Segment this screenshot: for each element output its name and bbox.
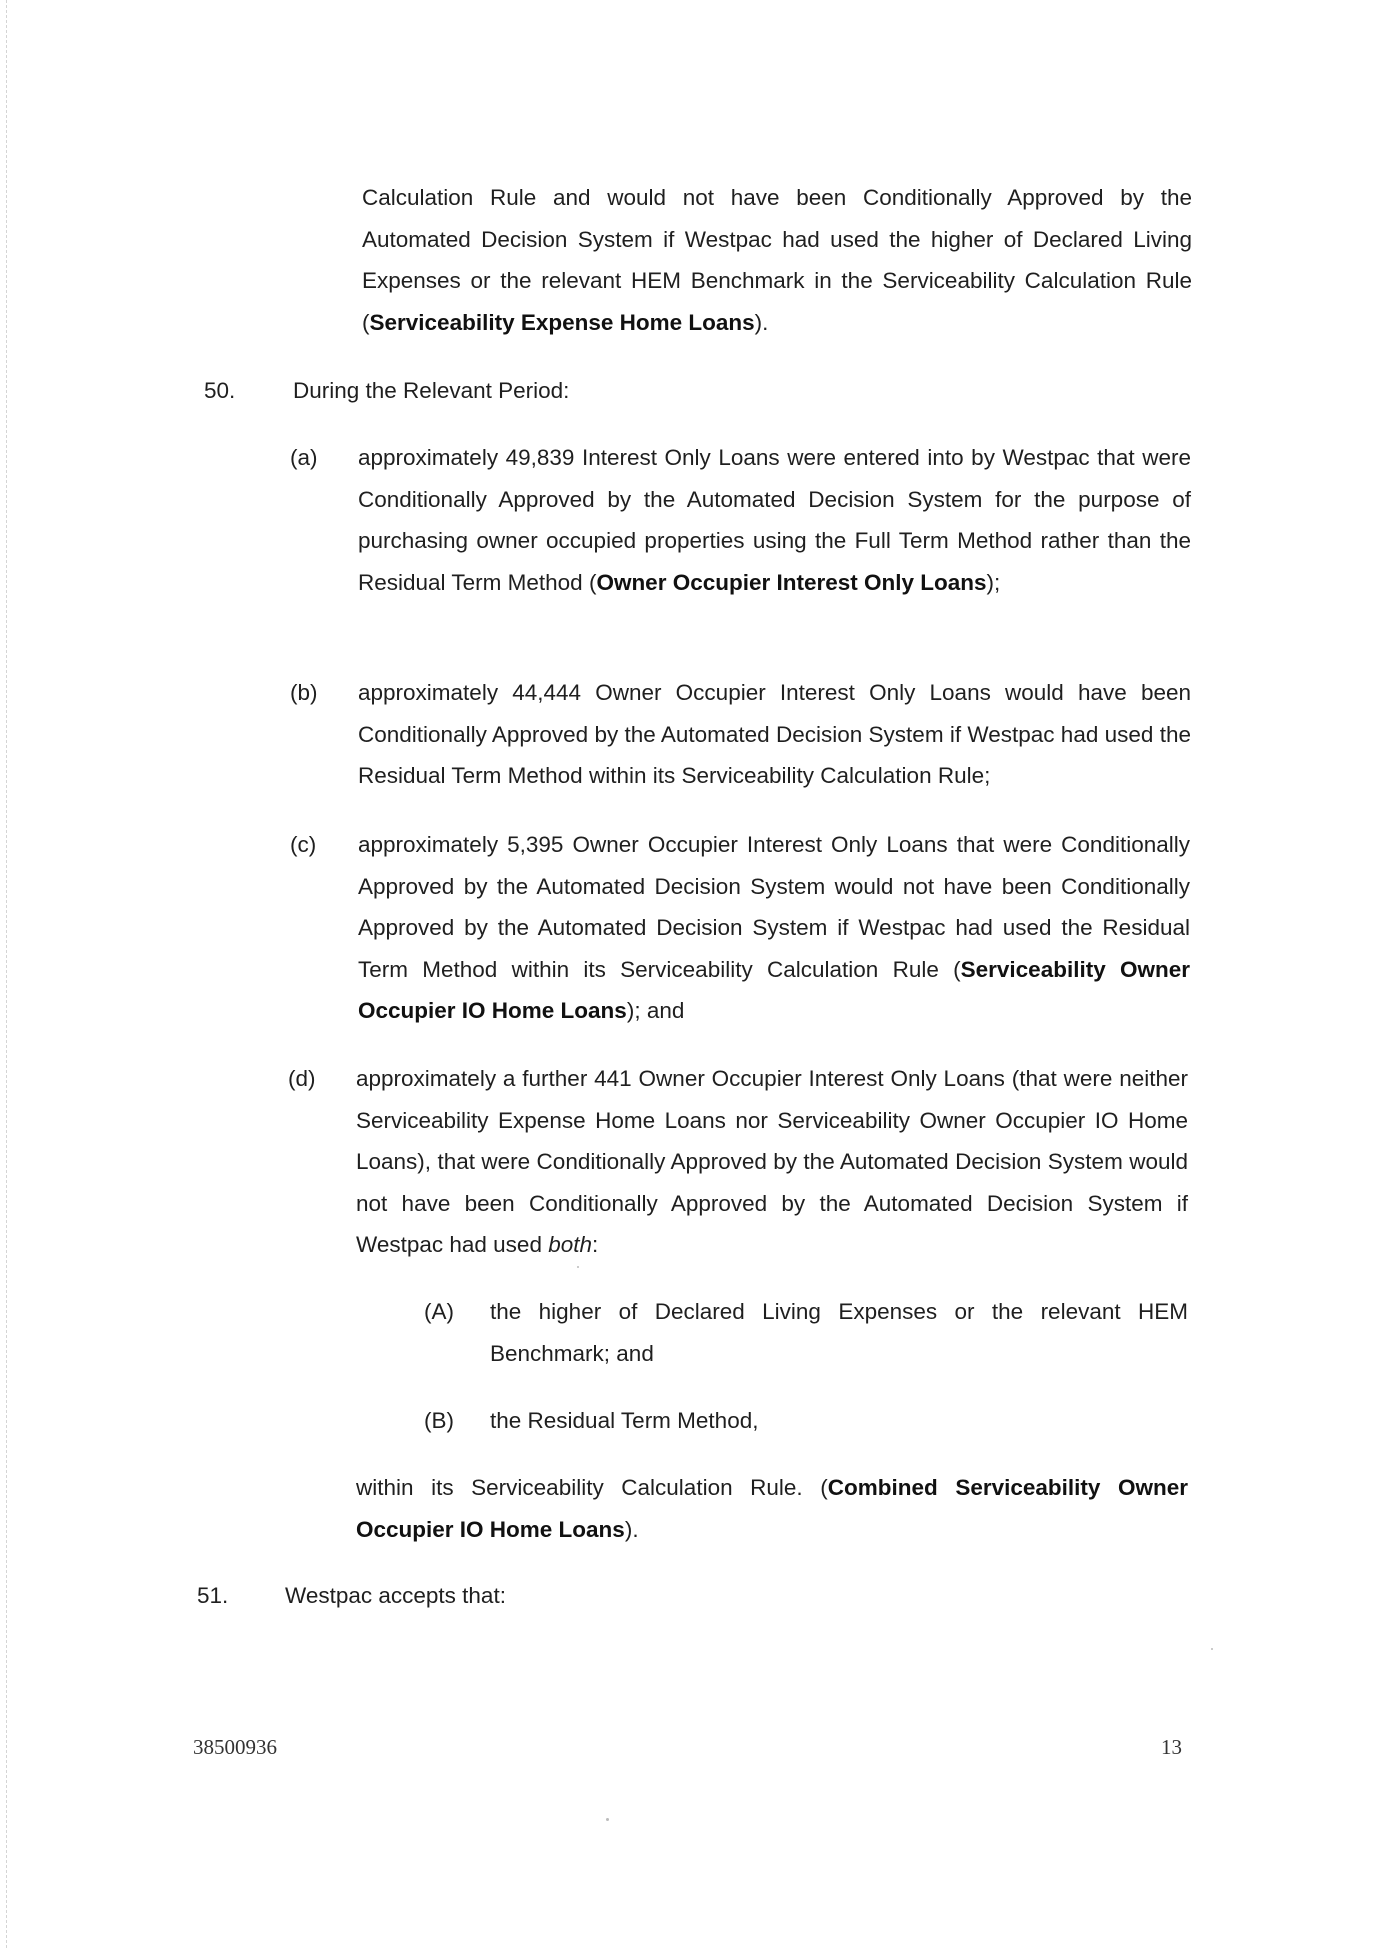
para-49-text: Calculation Rule and would not have been Conditionally Approved by the Automated Decision System if Westpac had used the higher of Declared Living Expenses or the relevant HEM Benchmark in the Serviceability Calculation Rule (	[362, 185, 1192, 335]
para-51-lead: Westpac accepts that:	[285, 1583, 506, 1608]
item-c-text	[358, 824, 1190, 1032]
item-a-body: approximately 49,839 Interest Only Loans were entered into by Westpac that were Conditionally Approved by the Automated Decision System for the purpose of purchasing owner occupied properties using the Full Term Method rather than the Residual Term Method (	[358, 445, 1191, 595]
item-c-label: (c)	[290, 832, 317, 857]
emphasis-both: both	[548, 1232, 593, 1257]
item-d-tail-end: ).	[624, 1516, 639, 1542]
item-d-tail	[356, 1467, 1188, 1550]
defined-term-serviceability-owner-occupier-io-home-loans: Serviceability Owner Occupier IO Home Loans	[358, 956, 1190, 1023]
footer-page-number: 13	[1161, 1735, 1182, 1759]
item-d-tail-text: within its Serviceability Calculation Rule. (	[356, 1475, 828, 1500]
defined-term-owner-occupier-interest-only-loans: Owner Occupier Interest Only Loans	[596, 569, 987, 595]
scan-edge-line	[6, 0, 8, 1948]
item-a-label: (a)	[290, 445, 318, 470]
item-c-body-end: ); and	[626, 998, 685, 1023]
defined-term-serviceability-expense-home-loans: Serviceability Expense Home Loans	[369, 309, 755, 335]
defined-term-combined-serviceability-owner-occupier-io-home-loans: Combined Serviceability Owner Occupier IO Home Loans	[356, 1475, 1188, 1542]
item-d-body-end: :	[592, 1232, 599, 1257]
item-d-body: approximately a further 441 Owner Occupier Interest Only Loans (that were neither Serviceability Expense Home Loans nor Serviceability Owner Occupier IO Home Loans), that were Conditionally Approved by the Automated Decision System would not have been Conditionally Approved by the Automated Decision System if Westpac had used	[356, 1066, 1188, 1257]
subitem-A-label: (A)	[424, 1299, 454, 1324]
item-b-text: approximately 44,444 Owner Occupier Interest Only Loans would have been Conditionally Approved by the Automated Decision System if Westpac had used the Residual Term Method within its Serviceability Calculation Rule;	[358, 680, 1191, 788]
para-49-continuation	[362, 177, 1192, 343]
item-a-text	[358, 437, 1191, 603]
footer-document-id: 38500936	[193, 1735, 277, 1759]
scan-speck	[577, 1266, 579, 1268]
para-50-number: 50.	[204, 378, 236, 403]
para-51-number: 51.	[197, 1583, 229, 1608]
subitem-A-text: the higher of Declared Living Expenses or the relevant HEM Benchmark; and	[490, 1299, 1188, 1366]
item-b-label: (b)	[290, 680, 318, 705]
scan-speck	[1211, 1648, 1213, 1650]
item-d-label: (d)	[288, 1066, 316, 1091]
para-49-text-end: ).	[754, 309, 769, 335]
subitem-B-text: the Residual Term Method,	[490, 1408, 759, 1433]
item-a-body-end: );	[986, 569, 1001, 595]
scan-speck	[606, 1818, 609, 1821]
para-50-lead: During the Relevant Period:	[293, 378, 570, 403]
item-c-body: approximately 5,395 Owner Occupier Interest Only Loans that were Conditionally Approved by the Automated Decision System would not have been Conditionally Approved by the Automated Decision System if Westpac had used the Residual Term Method within its Serviceability Calculation Rule (	[358, 832, 1190, 982]
item-d-text	[356, 1058, 1188, 1266]
subitem-B-label: (B)	[424, 1408, 454, 1433]
